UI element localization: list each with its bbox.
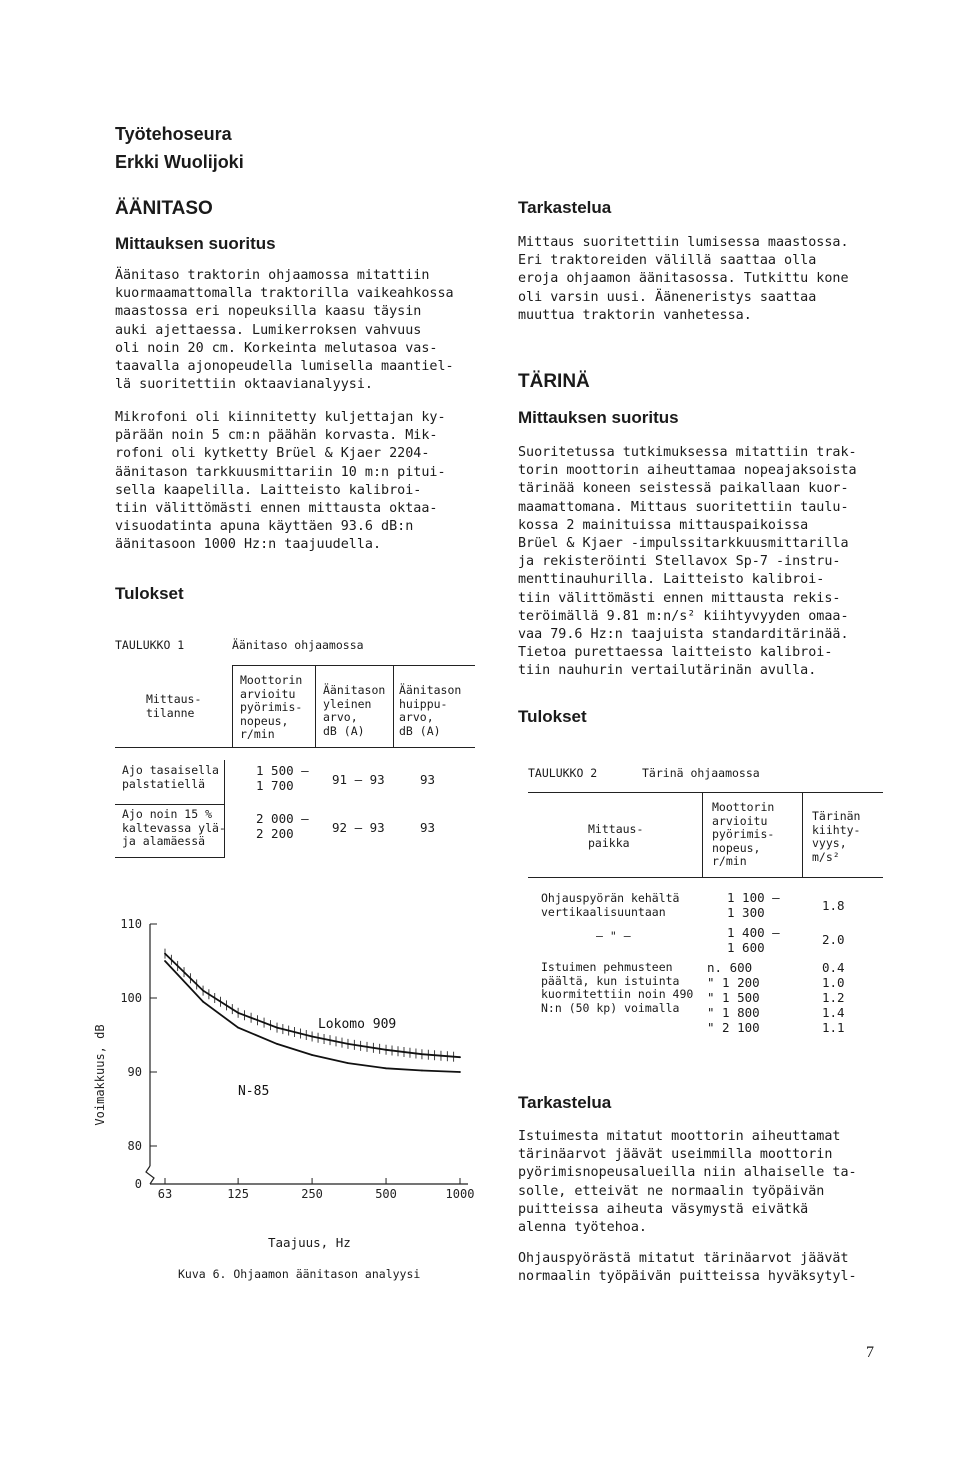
table2-cell: 1.8 [822, 898, 845, 913]
table2-label: TAULUKKO 2 [528, 766, 598, 780]
x-tick-label: 125 [227, 1187, 249, 1200]
table1-cell: 1 500 – 1 700 [256, 763, 309, 793]
y-tick-label: 0 [134, 1177, 142, 1191]
review-heading-vibration: Tarkastelua [518, 1093, 612, 1112]
data-point [347, 1043, 349, 1045]
table1-cell: Ajo noin 15 % kaltevassa ylä- ja alamäessä [122, 807, 226, 848]
table1-rule [232, 665, 475, 666]
table2-cell: 1 100 – 1 300 [727, 890, 780, 920]
review-paragraph-vibration-1: Istuimesta mitatut moottorin aiheuttamat tärinäarvot jäävät useimmilla moottorin pyörimisnopeusalueilla niin alhaiselle ta- solle, etteivät ne normaalin työpäivän puitteissa aiheuta väsymystä eivätkä alenna työtehoa. [518, 1129, 857, 1236]
table2-header: Tärinän kiihty- vyys, m/s² [812, 809, 861, 864]
table1-cell: 92 – 93 [332, 820, 385, 835]
data-point [385, 1067, 387, 1069]
table2-cell: 2.0 [822, 932, 845, 947]
method-paragraph-1: Äänitaso traktorin ohjaamossa mitattiin kuormaamattomalla traktorilla vaikeahkossa maastossa eri nopeuksilla kaasu täysin auki ajettaessa. Lumikerroksen vahvuus oli noin 20 cm. Korkeinta melutasoa vas- taavalla ajonopeudella lumisella maantiel- lä suoritettiin oktaavianalyysi. [115, 268, 454, 393]
data-point [202, 990, 204, 992]
table2-cell: Ohjauspyörän kehältä vertikaalisuuntaan [541, 891, 680, 919]
table1-rule [232, 665, 233, 747]
data-point [202, 1001, 204, 1003]
table1-header: Moottorin arvioitu pyörimis- nopeus, r/min [240, 673, 303, 741]
data-point [385, 1049, 387, 1051]
data-point [311, 1054, 313, 1056]
data-point [311, 1036, 313, 1038]
table2-cell: Istuimen pehmusteen päältä, kun istuinta kuormitettiin noin 490 N:n (50 kp) voimalla [541, 960, 694, 1015]
table1-cell: 91 – 93 [332, 772, 385, 787]
table1-header: Mittaus- tilanne [146, 692, 202, 720]
chart-y-label: Voimakkuus, dB [93, 1024, 107, 1126]
table2-cell: 1 400 – 1 600 [727, 925, 780, 955]
table2-rule [528, 792, 883, 793]
section-title-sound: ÄÄNITASO [115, 198, 213, 219]
data-point [421, 1070, 423, 1072]
table2-cell: n. 600 " 1 200 " 1 500 " 1 800 " 2 100 [707, 960, 760, 1035]
chart-caption: Kuva 6. Ohjaamon äänitason analyysi [178, 1267, 421, 1281]
table2-rule [802, 792, 803, 877]
table1-rule [115, 804, 225, 805]
table2-cell: – " – [596, 929, 631, 943]
review-heading-sound: Tarkastelua [518, 198, 612, 217]
data-point [276, 1043, 278, 1045]
review-paragraph-sound: Mittaus suoritettiin lumisessa maastossa. Eri traktoreiden välillä saattaa olla eroja ohjaamon äänitasossa. Tutkittu kone oli varsin uusi. Ääneneristys saattaa muuttua traktorin vanhetessa. [518, 235, 849, 323]
data-point [459, 1071, 461, 1073]
table2-rule [702, 792, 703, 877]
table1-cell: 93 [420, 820, 436, 835]
y-tick-label: 90 [127, 1065, 142, 1079]
table1-cell: 2 000 – 2 200 [256, 811, 309, 841]
table2-header: Moottorin arvioitu pyörimis- nopeus, r/min [712, 800, 775, 868]
data-point [237, 1012, 239, 1014]
data-point [347, 1062, 349, 1064]
method-heading-sound: Mittauksen suoritus [115, 234, 276, 253]
table2-rule [528, 877, 883, 878]
data-point [276, 1027, 278, 1029]
data-point [421, 1053, 423, 1055]
table1-rule [115, 857, 225, 858]
review-paragraph-vibration-2: Ohjauspyörästä mitatut tärinäarvot jäävät normaalin työpäivän puitteissa hyväksytyl- [518, 1251, 857, 1285]
y-tick-label: 110 [120, 917, 142, 931]
table1-rule [115, 747, 475, 748]
organization-name: Työtehoseura [115, 124, 232, 144]
page-number: 7 [866, 1344, 874, 1361]
table1-header: Äänitason huippu- arvo, dB (A) [399, 683, 462, 738]
y-tick-label: 80 [127, 1139, 142, 1153]
table1-header: Äänitason yleinen arvo, dB (A) [323, 683, 386, 738]
series-label: Lokomo 909 [317, 1016, 397, 1032]
method-paragraph-vibration: Suoritetussa tutkimuksessa mitattiin trak- torin moottorin aiheuttamaa nopeajaksoista tärinää koneen seistessä paikallaan kuor- maamattomana. Mittaus suoritettiin taulu- kossa 2 mainituissa mittauspaikoissa Brüel & Kjaer -impulssitarkkuusmittarilla ja rekisteröinti Stellavox Sp-7 -instru- menttinauhurilla. Laitteisto kalibroi- tiin välittömästi ennen mittausta rekis- teröimällä 9.81 m:n/s² kiihtyvyyden omaa- vaa 79.6 Hz:n taajuista standarditärinää. Tietoa purettaessa laitteisto kalibroi- tiin nauhurin vertailutärinän avulla. [518, 445, 857, 679]
author-name: Erkki Wuolijoki [115, 152, 244, 172]
table1-caption: Äänitaso ohjaamossa [232, 638, 364, 652]
y-tick-label: 100 [120, 991, 142, 1005]
table1-rule [315, 665, 316, 747]
x-tick-label: 500 [375, 1187, 397, 1200]
table1-cell: Ajo tasaisella palstatiellä [122, 763, 219, 791]
sound-spectrum-chart [90, 900, 510, 1200]
y-axis-break [146, 1166, 154, 1184]
results-heading-vibration: Tulokset [518, 707, 587, 726]
method-heading-vibration: Mittauksen suoritus [518, 408, 679, 427]
table1-rule [393, 665, 394, 747]
x-tick-label: 63 [157, 1187, 173, 1200]
method-paragraph-2: Mikrofoni oli kiinnitetty kuljettajan ky- pärään noin 5 cm:n päähän korvasta. Mik- rofoni oli kytketty Brüel & Kjaer 2204- äänitason tarkkuusmittariin 10 m:n pitui- sella kaapelilla. Laitteisto kalibroi- tiin välittömästi ennen mittausta oktaa- visuodatinta apuna käyttäen 93.6 dB:n äänitasoon 1000 Hz:n taajuudella. [115, 410, 446, 553]
x-tick-label: 1000 [445, 1187, 475, 1200]
data-point [459, 1056, 461, 1058]
table1-cell: 93 [420, 772, 436, 787]
data-point [237, 1027, 239, 1029]
x-tick-label: 250 [301, 1187, 323, 1200]
table2-cell: 0.4 1.0 1.2 1.4 1.1 [822, 960, 845, 1035]
chart-x-label: Taajuus, Hz [268, 1235, 351, 1250]
data-point [164, 960, 166, 962]
results-heading-sound: Tulokset [115, 584, 184, 603]
table1-label: TAULUKKO 1 [115, 638, 185, 652]
series-label: N-85 [237, 1084, 270, 1100]
section-title-vibration: TÄRINÄ [518, 371, 590, 392]
table2-header: Mittaus- paikka [588, 822, 644, 850]
table2-caption: Tärinä ohjaamossa [642, 766, 760, 780]
data-point [164, 953, 166, 955]
